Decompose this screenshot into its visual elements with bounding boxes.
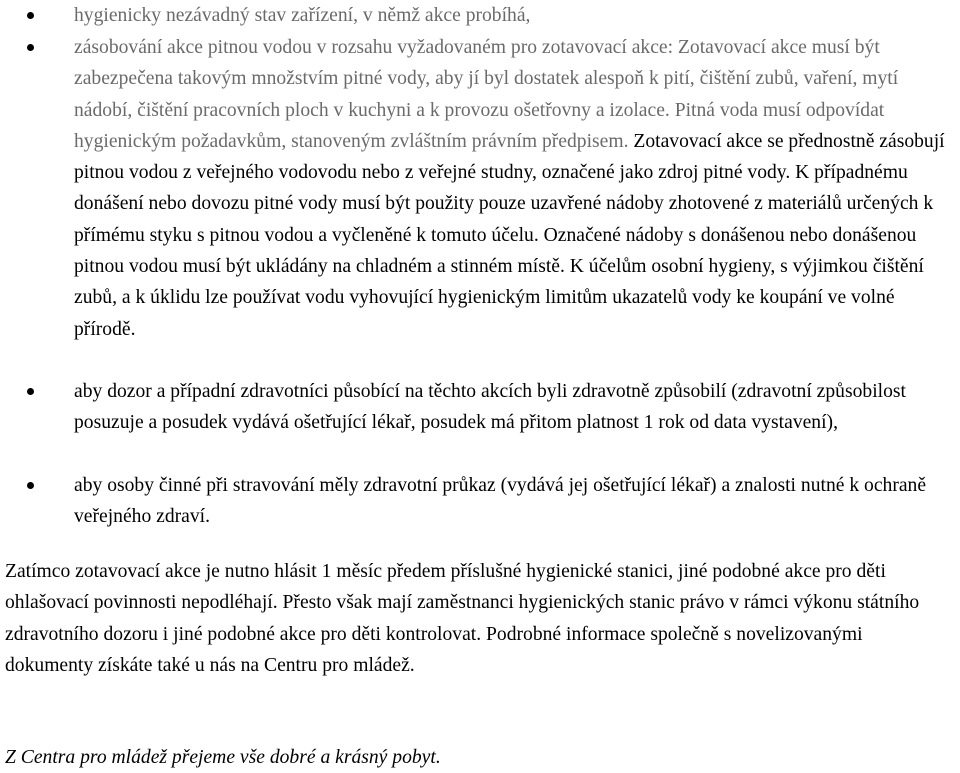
bullet-icon [27,12,34,19]
list-item [0,470,960,533]
list-item [0,0,960,31]
list-item-text: aby osoby činné při stravování měly zdravotní průkaz (vydává jej ošetřující lékař) a znalosti nutné k ochraně veřejného zdraví. [74,475,927,528]
list-item-text: aby dozor a případní zdravotníci působící na těchto akcích byli zdravotně způsobilí (zdravotní způsobilost posuzuje a posudek vydává ošetřující lékař, posudek má přitom platnost 1 rok od data vystavení), [74,381,906,434]
list-item [0,32,960,345]
list-item-text: zásobování akce pitnou vodou v rozsahu vyžadovaném pro zotavovací akce: Zotavovací akce musí být zabezpečena takovým množstvím pitné vody, aby jí byl dostatek alespoň k pití, čištění zubů, vaření, mytí nádobí, čištění pracovních ploch v kuchyni a k provozu ošetřovny a izolace. Pitná voda musí odpovídat hygienickým požadavkům, stanoveným zvláštním právním předpisem. [74,37,899,152]
bullet-icon [27,44,34,51]
body-paragraph: Zatímco zotavovací akce je nutno hlásit 1 měsíc předem příslušné hygienické stanici, jiné podobné akce pro děti ohlašovací povinnosti nepodléhají. Přesto však mají zaměstnanci hygienických stanic právo v rámci výkonu státního zdravotního dozoru i jiné podobné akce pro děti kontrolovat. Podrobné informace společně s novelizovanými dokumenty získáte také u nás na Centru pro mládež. [5,561,920,676]
list-item [0,376,960,439]
list-item-text: hygienicky nezávadný stav zařízení, v němž akce probíhá, [74,5,531,26]
closing-line: Z Centra pro mládež přejeme vše dobré a krásný pobyt. [5,747,441,768]
bullet-icon [27,388,34,395]
list-item-text: Zotavovací akce se přednostně zásobují pitnou vodou z veřejného vodovodu nebo z veřejné studny, označené jako zdroj pitné vody. K případnému donášení nebo dovozu pitné vody musí být použity pouze uzavřené nádoby zhotovené z materiálů určených k přímému styku s pitnou vodou a vyčleněné k tomuto účelu. Označené nádoby s donášenou nebo donášenou pitnou vodou musí být ukládány na chladném a stinném místě. K účelům osobní hygieny, s výjimkou čištění zubů, a k úklidu lze používat vodu vyhovující hygienickým limitům ukazatelů vody ke koupání ve volné přírodě. [74,130,945,340]
bullet-icon [27,482,34,489]
